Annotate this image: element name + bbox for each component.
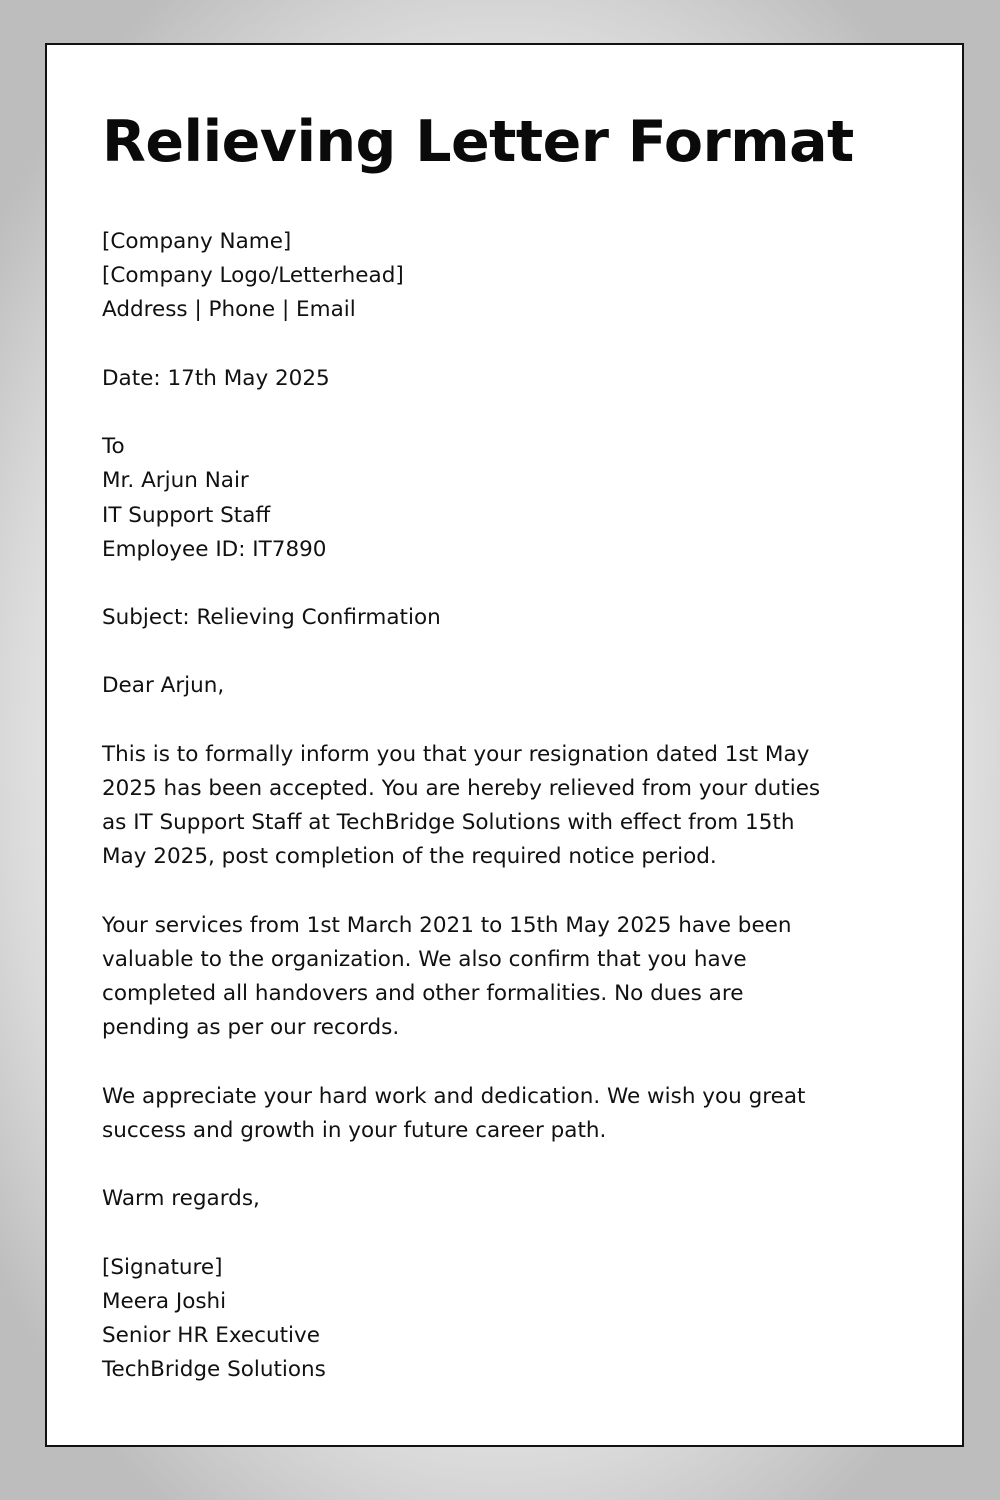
recipient-to: To xyxy=(102,434,125,459)
paragraph-1-line: This is to formally inform you that your resignation dated 1st May xyxy=(102,742,810,767)
paragraph-3-line: We appreciate your hard work and dedication. We wish you great xyxy=(102,1084,806,1109)
recipient-name: Mr. Arjun Nair xyxy=(102,468,249,493)
paragraph-1-line: May 2025, post completion of the required notice period. xyxy=(102,844,717,869)
letter-date: Date: 17th May 2025 xyxy=(102,366,330,391)
recipient-employee-id: Employee ID: IT7890 xyxy=(102,537,327,562)
company-name: [Company Name] xyxy=(102,229,292,254)
company-logo-placeholder: [Company Logo/Letterhead] xyxy=(102,263,404,288)
company-contact: Address | Phone | Email xyxy=(102,297,356,322)
signatory-company: TechBridge Solutions xyxy=(102,1357,326,1382)
paragraph-2-line: pending as per our records. xyxy=(102,1015,400,1040)
paragraph-2-line: valuable to the organization. We also confirm that you have xyxy=(102,947,747,972)
recipient-designation: IT Support Staff xyxy=(102,503,271,528)
signature-placeholder: [Signature] xyxy=(102,1255,223,1280)
paragraph-1-line: as IT Support Staff at TechBridge Solutions with effect from 15th xyxy=(102,810,795,835)
salutation: Dear Arjun, xyxy=(102,673,225,698)
page-title: Relieving Letter Format xyxy=(102,109,854,175)
letter-subject: Subject: Relieving Confirmation xyxy=(102,605,441,630)
paragraph-2-line: completed all handovers and other formalities. No dues are xyxy=(102,981,744,1006)
paragraph-2-line: Your services from 1st March 2021 to 15th May 2025 have been xyxy=(102,913,792,938)
letter-sheet xyxy=(45,43,964,1447)
signatory-name: Meera Joshi xyxy=(102,1289,227,1314)
signatory-designation: Senior HR Executive xyxy=(102,1323,320,1348)
paragraph-3-line: success and growth in your future career path. xyxy=(102,1118,607,1143)
closing: Warm regards, xyxy=(102,1186,260,1211)
paragraph-1-line: 2025 has been accepted. You are hereby relieved from your duties xyxy=(102,776,821,801)
